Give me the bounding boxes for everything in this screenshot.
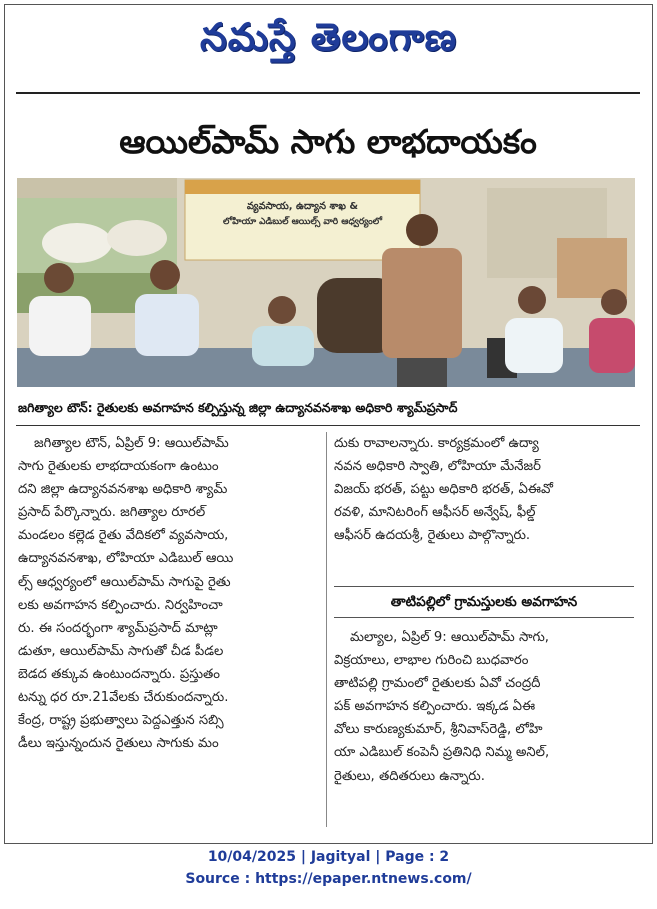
article-body-right-column xyxy=(334,432,634,547)
body-line: లకు అవగాహన కల్పించారు. నిర్వహించా xyxy=(18,597,223,613)
body-line: నవన అధికారి స్వాతి, లోహియా మేనేజర్ xyxy=(334,459,541,475)
article-body-left-column xyxy=(18,432,323,755)
sub-article-body xyxy=(334,626,634,788)
article-photo xyxy=(17,178,635,387)
body-line: ఉద్యానవనశాఖ, లోహియా ఎడిబుల్ ఆయి xyxy=(18,551,234,567)
body-line: సాగు రైతులకు లాభదాయకంగా ఉంటుం xyxy=(18,459,219,475)
body-line: రు. ఈ సందర్భంగా శ్యామ్‌ప్రసాద్ మాట్లా xyxy=(18,620,218,636)
subheading-box xyxy=(334,586,634,618)
body-line: తాటిపల్లి గ్రామంలో రైతులకు ఏవో చంద్రదీ xyxy=(334,676,541,692)
body-line: రైతులు, తదితరులు ఉన్నారు. xyxy=(334,768,485,784)
masthead-logo: నమస్తే తెలంగాణ xyxy=(200,15,457,59)
banner-line-1: వ్యవసాయ, ఉద్యాన శాఖ & xyxy=(246,201,359,212)
body-line: జగిత్యాల టౌన్, ఏప్రిల్ 9: ఆయిల్‌పామ్ xyxy=(34,436,229,451)
banner-line-2: లోహియా ఎడిబుల్ ఆయిల్స్ వారి ఆధ్వర్యంలో xyxy=(223,217,382,227)
body-line: ఆఫీసర్ ఉదయశ్రీ, రైతులు పాల్గొన్నారు. xyxy=(334,528,531,544)
photo-caption: జగిత్యాల టౌన్: రైతులకు అవగాహన కల్పిస్తున్న జిల్లా ఉద్యానవనశాఖ అధికారి శ్యామ్‌ప్రసాద్ xyxy=(18,400,458,415)
body-line: యా ఎడిబుల్ కంపెనీ ప్రతినిధి నిమ్మ అనిల్, xyxy=(334,745,550,761)
body-line: పక్ అవగాహన కల్పించారు. ఇక్కడ ఏఈ xyxy=(334,699,536,715)
masthead-rule xyxy=(16,92,640,94)
body-line: బెడద తక్కువ ఉంటుందన్నారు. ప్రస్తుతం xyxy=(18,666,220,682)
body-line: డీలు ఇస్తున్నందున రైతులు సాగుకు మం xyxy=(18,736,219,752)
body-line: ప్రసాద్ పేర్కొన్నారు. జగిత్యాల రూరల్ xyxy=(18,505,206,521)
caption-rule xyxy=(16,425,640,426)
body-line: మండలం కల్లెడ రైతు వేదికలో వ్యవసాయ, xyxy=(18,528,229,544)
body-line: రవళి, మానిటరింగ్ ఆఫీసర్ అన్వేష్, ఫీల్డ్ xyxy=(334,505,536,521)
body-line: విక్రయాలు, లాభాల గురించి బుధవారం xyxy=(334,653,529,669)
sub-article-heading: తాటిపల్లిలో గ్రామస్తులకు అవగాహన xyxy=(390,594,578,610)
body-line: టన్ను ధర రూ.21వేలకు చేరుకుందన్నారు. xyxy=(18,690,229,706)
article-headline: ఆయిల్‌పామ్ సాగు లాభదాయకం xyxy=(119,122,537,161)
body-line: డుతూ, ఆయిల్‌పామ్ సాగుతో చీడ పీడల xyxy=(18,643,224,659)
body-line: ల్స్ ఆధ్వర్యంలో ఆయిల్‌పామ్ సాగుపై రైతు xyxy=(18,574,231,590)
footer-edition-info: 10/04/2025 | Jagityal | Page : 2 xyxy=(207,849,450,865)
body-line: కేంద్ర, రాష్ట్ర ప్రభుత్వాలు పెద్దఎత్తున సబ్సి xyxy=(18,713,224,729)
body-line: దుకు రావాలన్నారు. కార్యక్రమంలో ఉద్యా xyxy=(334,436,539,451)
body-line: విజయ్ భరత్, పట్టు అధికారి భరత్, ఏఈవో xyxy=(334,482,553,498)
column-divider xyxy=(326,432,327,827)
footer-source-link[interactable]: Source : https://epaper.ntnews.com/ xyxy=(185,871,472,887)
body-line: వోలు కారుణ్యకుమార్, శ్రీనివాస్‌రెడ్డి, లోహి xyxy=(334,722,543,738)
body-line: దని జిల్లా ఉద్యానవనశాఖ అధికారి శ్యామ్ xyxy=(18,482,228,498)
body-line: మల్యాల, ఏప్రిల్ 9: ఆయిల్‌పామ్ సాగు, xyxy=(350,630,549,645)
